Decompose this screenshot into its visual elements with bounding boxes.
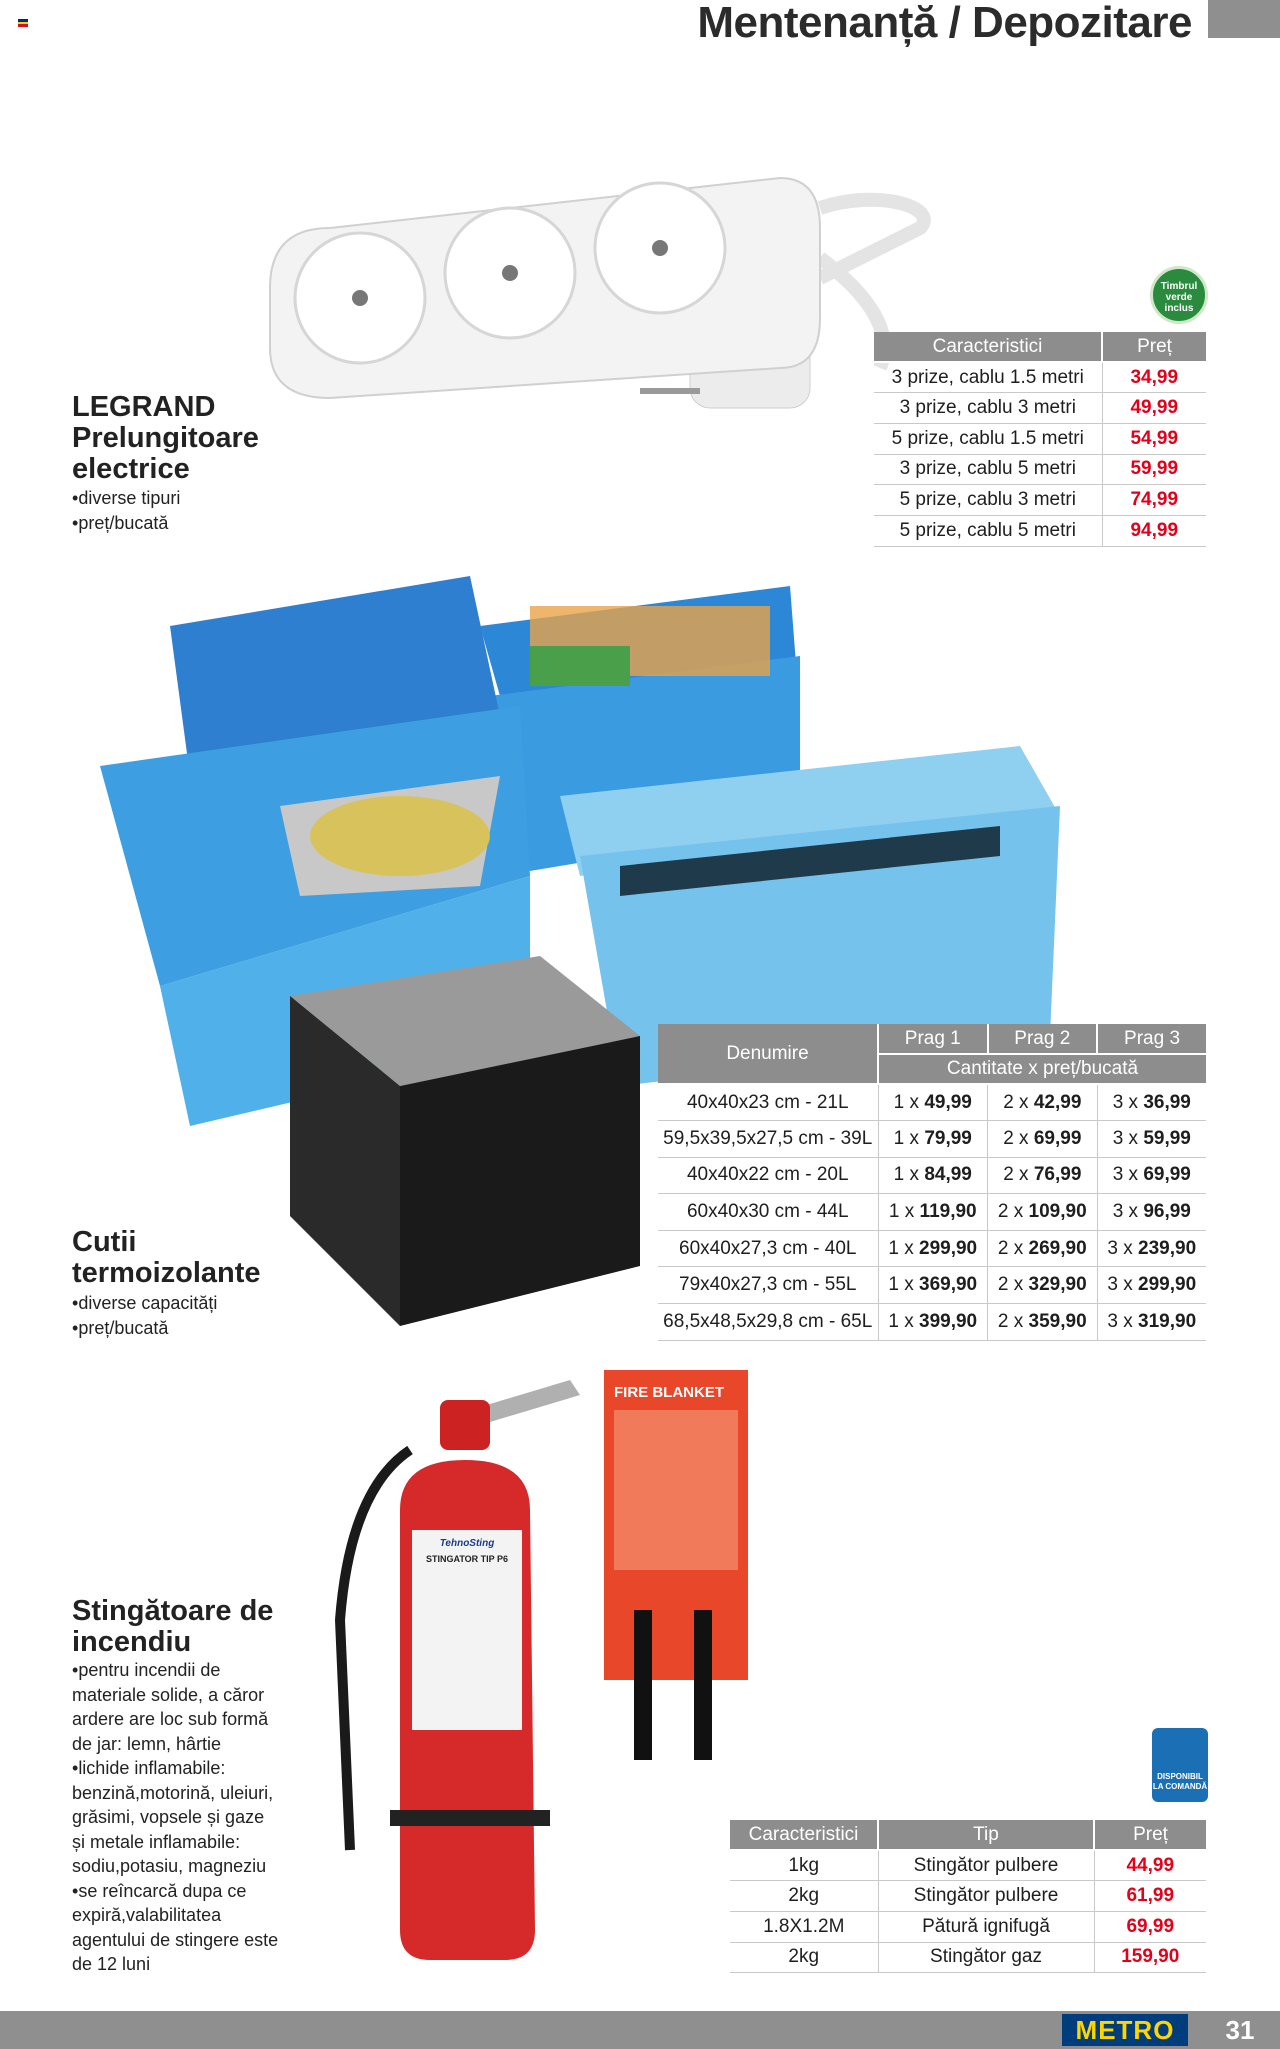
page-title: Mentenanță / Depozitare xyxy=(697,0,1192,47)
extensions-bullets: • diverse tipuri • preț/bucată xyxy=(72,486,180,535)
header-tab xyxy=(1208,0,1280,38)
table-row: 79x40x27,3 cm - 55L 1 x 369,90 2 x 329,90 3 x 299,90 xyxy=(658,1267,1206,1304)
table-row: 68,5x48,5x29,8 cm - 65L 1 x 399,90 2 x 359,90 3 x 319,90 xyxy=(658,1304,1206,1341)
col-header: Denumire xyxy=(658,1024,878,1084)
table-row: 1kg Stingător pulbere 44,99 xyxy=(730,1850,1206,1881)
table-row: 40x40x23 cm - 21L 1 x 49,99 2 x 42,99 3 x 36,99 xyxy=(658,1084,1206,1121)
col-header: Prag 3 xyxy=(1097,1024,1206,1054)
col-header: Tip xyxy=(878,1820,1094,1850)
col-header: Prag 2 xyxy=(988,1024,1098,1054)
thermo-bullets: • diverse capacități • preț/bucată xyxy=(72,1291,217,1340)
col-header: Caracteristici xyxy=(730,1820,878,1850)
col-header: Caracteristici xyxy=(874,332,1102,362)
fire-extinguisher-image xyxy=(330,1370,590,1970)
col-header: Prag 1 xyxy=(878,1024,988,1054)
green-stamp-badge: Timbrul verde inclus xyxy=(1150,266,1208,324)
extinguisher-brand-label: TehnoSting xyxy=(439,1538,495,1549)
table-row: 2kg Stingător gaz 159,90 xyxy=(730,1942,1206,1973)
extinguishers-bullets: • pentru incendii de materiale solide, a căror ardere are loc sub formă de jar: lemn, hârtie • lichide inflamabile: benzină,motorină, uleiuri, grăsimi, vopsele și gaze și metale inflamabile: sodiu,potasiu, magneziu • se reîncarcă dupa ce expiră,valabilitatea agentului de stingere este de 12 luni xyxy=(72,1658,278,1977)
extinguishers-price-table xyxy=(730,1820,1206,1973)
col-subheader: Cantitate x preț/bucată xyxy=(878,1054,1206,1084)
table-row: 5 prize, cablu 5 metri 94,99 xyxy=(874,515,1206,546)
fire-blanket-image xyxy=(604,1370,748,1690)
table-row: 3 prize, cablu 3 metri 49,99 xyxy=(874,393,1206,424)
metro-logo: METRO xyxy=(1062,2014,1188,2046)
table-row: 1.8X1.2M Pătură ignifugă 69,99 xyxy=(730,1911,1206,1942)
table-row: 5 prize, cablu 1.5 metri 54,99 xyxy=(874,423,1206,454)
extensions-price-table xyxy=(874,332,1206,547)
thermo-title: Cutii termoizolante xyxy=(72,1226,261,1289)
table-row: 5 prize, cablu 3 metri 74,99 xyxy=(874,485,1206,516)
table-row: 3 prize, cablu 1.5 metri 34,99 xyxy=(874,362,1206,393)
col-header: Preț xyxy=(1094,1820,1206,1850)
col-header: Preț xyxy=(1102,332,1206,362)
extension-cord-image xyxy=(260,168,940,468)
flag-icon xyxy=(18,19,28,27)
blanket-label: FIRE BLANKET xyxy=(614,1384,724,1401)
table-row: 59,5x39,5x27,5 cm - 39L 1 x 79,99 2 x 69,99 3 x 59,99 xyxy=(658,1121,1206,1158)
page-number: 31 xyxy=(1225,2015,1255,2045)
table-row: 3 prize, cablu 5 metri 59,99 xyxy=(874,454,1206,485)
table-row: 40x40x22 cm - 20L 1 x 84,99 2 x 76,99 3 x 69,99 xyxy=(658,1157,1206,1194)
extensions-title: LEGRAND Prelungitoare electrice xyxy=(72,391,259,485)
table-row: 60x40x30 cm - 44L 1 x 119,90 2 x 109,90 3 x 96,99 xyxy=(658,1194,1206,1231)
extinguishers-title: Stingătoare de incendiu xyxy=(72,1595,274,1658)
thermo-price-table xyxy=(658,1024,1206,1341)
table-row: 60x40x27,3 cm - 40L 1 x 299,90 2 x 269,90 3 x 239,90 xyxy=(658,1230,1206,1267)
table-row: 2kg Stingător pulbere 61,99 xyxy=(730,1881,1206,1912)
order-available-badge: DISPONIBIL LA COMANDĂ xyxy=(1152,1728,1208,1802)
extinguisher-type-label: STINGATOR TIP P6 xyxy=(425,1554,508,1564)
